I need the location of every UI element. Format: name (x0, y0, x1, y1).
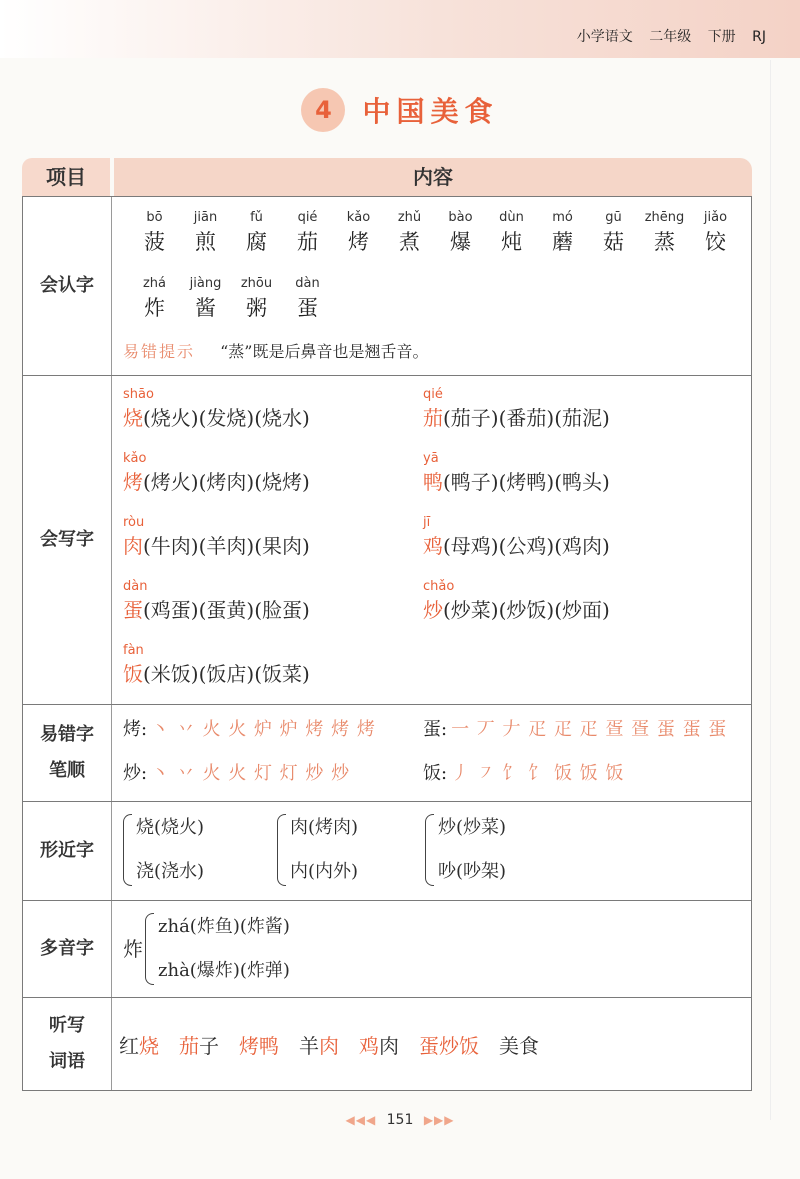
pinyin: fàn (123, 643, 144, 658)
character: 蛋 (297, 296, 318, 320)
similar-word: 浇(浇水) (136, 861, 205, 882)
recognize-char (129, 275, 180, 323)
pinyin: zhōu (240, 276, 273, 291)
recognize-content (119, 197, 751, 375)
label-stroke-2: 笔顺 (49, 760, 85, 781)
label-stroke (23, 705, 112, 801)
label-polyphone: 多音字 (23, 901, 112, 997)
write-words: (牛肉)(羊肉)(果肉) (143, 534, 310, 558)
write-words: (鸡蛋)(蛋黄)(脸蛋) (143, 598, 310, 622)
edition-label: RJ (752, 29, 766, 45)
page-footer (0, 1112, 800, 1128)
polyphone-content (119, 901, 751, 997)
grade-label: 二年级 (649, 29, 692, 45)
write-item (123, 514, 423, 560)
character: 腐 (246, 230, 267, 254)
pinyin: shāo (123, 387, 154, 402)
similar-content (119, 802, 751, 900)
label-dictation-1: 听写 (49, 1015, 85, 1036)
write-words: (烤火)(烤肉)(烧烤) (143, 470, 310, 494)
stroke-steps: 丶 丷 火 火 炉 炉 烤 烤 烤 (151, 719, 376, 740)
pinyin: kǎo (346, 210, 371, 225)
similar-word: 肉(烤肉) (290, 817, 359, 838)
label-dictation-2: 词语 (49, 1051, 85, 1072)
page-number: 151 (386, 1112, 414, 1128)
brace (425, 814, 434, 886)
character: 粥 (246, 296, 267, 320)
pinyin: zhēng (644, 210, 685, 225)
character: 炸 (144, 296, 165, 320)
pinyin: chǎo (423, 579, 455, 594)
similar-word: 吵(吵架) (438, 861, 507, 882)
write-item (123, 450, 423, 496)
dictation-word: 蛋炒饭 (419, 1034, 479, 1058)
write-char: 饭 (123, 662, 143, 686)
write-char: 鸡 (423, 534, 443, 558)
write-words: (母鸡)(公鸡)(鸡肉) (443, 534, 610, 558)
label-similar: 形近字 (23, 802, 112, 900)
character: 茄 (297, 230, 318, 254)
lesson-title-text: 中国美食 (362, 95, 499, 128)
pinyin: bō (146, 210, 163, 225)
character: 菠 (144, 230, 165, 254)
write-words: (茄子)(番茄)(茄泥) (443, 406, 610, 430)
write-words: (米饭)(饭店)(饭菜) (143, 662, 310, 686)
recognize-char (384, 209, 435, 257)
tip-tag: 易错提示 (123, 342, 196, 361)
similar-word: 烧(烧火) (136, 817, 205, 838)
stroke-steps: 一 丆 𠂇 疋 疋 疋 疍 疍 蛋 蛋 蛋 (451, 719, 728, 740)
next-arrows-icon: ▶▶▶ (423, 1113, 455, 1127)
write-item (423, 578, 723, 624)
character: 爆 (450, 230, 471, 254)
write-words: (炒菜)(炒饭)(炒面) (443, 598, 610, 622)
character: 蘑 (552, 230, 573, 254)
character: 煎 (195, 230, 216, 254)
write-char: 炒 (423, 598, 443, 622)
pinyin: qié (297, 210, 318, 225)
pinyin: jiǎo (703, 210, 728, 225)
pinyin: mó (552, 210, 573, 225)
pinyin: bào (448, 210, 473, 225)
recognize-char (690, 209, 741, 257)
lesson-number: 4 (301, 88, 345, 132)
recognize-char (333, 209, 384, 257)
stroke-key: 蛋: (423, 719, 448, 740)
stroke-key: 烤: (123, 719, 148, 740)
stroke-item (123, 759, 350, 789)
polyphone-key: 炸 (123, 937, 143, 961)
label-dictation (23, 998, 112, 1090)
prev-arrows-icon: ◀◀◀ (345, 1113, 377, 1127)
recognize-row-1 (129, 209, 741, 257)
write-char: 鸭 (423, 470, 443, 494)
write-char: 蛋 (123, 598, 143, 622)
character: 酱 (195, 296, 216, 320)
recognize-char (129, 209, 180, 257)
pinyin: jī (423, 515, 431, 530)
write-item (123, 578, 423, 624)
dictation-word: 美食 (499, 1034, 539, 1058)
write-char: 烤 (123, 470, 143, 494)
lesson-table (22, 158, 752, 1091)
stroke-content (119, 705, 751, 801)
recognize-char (180, 275, 231, 323)
similar-group (123, 814, 204, 886)
stroke-key: 炒: (123, 763, 148, 784)
subject-label: 小学语文 (576, 29, 633, 45)
row-write (22, 376, 752, 705)
dictation-words (119, 1030, 559, 1059)
label-write: 会写字 (23, 376, 112, 704)
error-tip (123, 339, 428, 362)
write-item (123, 386, 423, 432)
pinyin: zhá (142, 276, 167, 291)
dictation-word: 鸡肉 (359, 1034, 399, 1058)
similar-group (277, 814, 358, 886)
recognize-char (282, 275, 333, 323)
pinyin: fǔ (250, 210, 263, 225)
row-polyphone (22, 901, 752, 998)
pinyin: zhǔ (397, 210, 422, 225)
dictation-word: 红烧 (119, 1034, 159, 1058)
brace (145, 913, 154, 985)
book-info (565, 26, 766, 46)
dictation-content (119, 998, 751, 1090)
row-similar (22, 802, 752, 901)
header-content: 内容 (114, 158, 752, 196)
pinyin: dùn (499, 210, 524, 225)
stroke-steps: 丶 丷 火 火 灯 灯 炒 炒 (151, 763, 351, 784)
label-recognize: 会认字 (23, 197, 112, 375)
lesson-title (0, 88, 800, 132)
write-char: 茄 (423, 406, 443, 430)
write-item (423, 450, 723, 496)
pinyin: ròu (123, 515, 145, 530)
recognize-char (231, 209, 282, 257)
table-header (22, 158, 752, 196)
dictation-word: 羊肉 (299, 1034, 339, 1058)
write-words: (鸭子)(烤鸭)(鸭头) (443, 470, 610, 494)
recognize-char (282, 209, 333, 257)
write-content (119, 376, 751, 704)
pinyin: dàn (123, 579, 148, 594)
dictation-word: 烤鸭 (239, 1034, 279, 1058)
stroke-item (423, 759, 624, 789)
recognize-char (537, 209, 588, 257)
row-dictation (22, 998, 752, 1091)
page-edge-line (770, 60, 771, 1120)
pinyin: yā (423, 451, 439, 466)
pinyin: jiān (193, 210, 218, 225)
pinyin: gū (605, 210, 622, 225)
write-char: 肉 (123, 534, 143, 558)
pinyin: qié (423, 387, 443, 402)
row-stroke (22, 705, 752, 802)
polyphone-line: zhà(爆炸)(炸弹) (158, 960, 290, 981)
recognize-char (639, 209, 690, 257)
write-words: (烧火)(发烧)(烧水) (143, 406, 310, 430)
write-char: 烧 (123, 406, 143, 430)
character: 炖 (501, 230, 522, 254)
similar-word: 炒(炒菜) (438, 817, 507, 838)
recognize-char (588, 209, 639, 257)
write-item (423, 386, 723, 432)
label-stroke-1: 易错字 (40, 724, 94, 745)
stroke-item (423, 715, 727, 745)
brace (123, 814, 132, 886)
character: 煮 (399, 230, 420, 254)
stroke-steps: 丿 ㇇ 饣 饣 饭 饭 饭 (451, 763, 625, 784)
write-item (423, 514, 723, 560)
recognize-char (231, 275, 282, 323)
brace (277, 814, 286, 886)
recognize-char (180, 209, 231, 257)
write-item (123, 642, 423, 688)
tip-text: “蒸”既是后鼻音也是翘舌音。 (220, 342, 429, 361)
dictation-word: 茄子 (179, 1034, 219, 1058)
similar-word: 内(内外) (290, 861, 359, 882)
character: 饺 (705, 230, 726, 254)
stroke-key: 饭: (423, 763, 448, 784)
character: 烤 (348, 230, 369, 254)
polyphone-line: zhá(炸鱼)(炸酱) (158, 916, 290, 937)
recognize-char (435, 209, 486, 257)
pinyin: dàn (295, 276, 320, 291)
character: 菇 (603, 230, 624, 254)
volume-label: 下册 (707, 29, 736, 45)
pinyin: kǎo (123, 451, 147, 466)
character: 蒸 (654, 230, 675, 254)
recognize-row-2 (129, 275, 333, 323)
recognize-char (486, 209, 537, 257)
pinyin: jiàng (189, 276, 222, 291)
polyphone-group (145, 913, 290, 985)
header-item: 项目 (22, 158, 110, 196)
stroke-item (123, 715, 376, 745)
similar-group (425, 814, 506, 886)
row-recognize (22, 196, 752, 376)
